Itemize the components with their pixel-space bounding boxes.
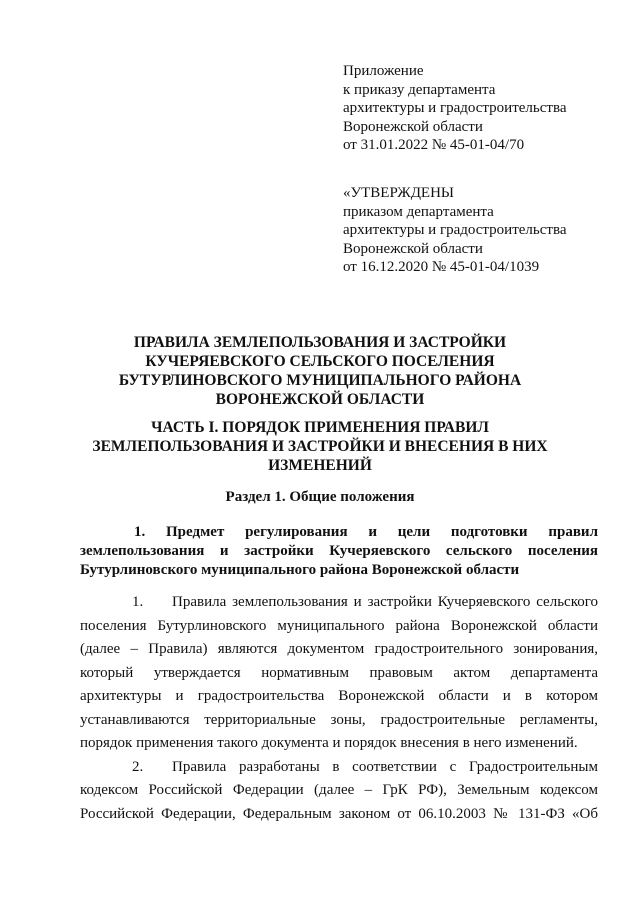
appendix-line: Приложение (343, 63, 424, 79)
approved-line: приказом департамента (343, 203, 494, 220)
paragraph-1-line: (далее – Правила) являются документом градостроительного зонирования, (80, 641, 598, 657)
part-title-line: ЧАСТЬ I. ПОРЯДОК ПРИМЕНЕНИЯ ПРАВИЛ (151, 419, 489, 436)
paragraph-number: 2. (132, 758, 144, 775)
approved-line: архитектуры и градостроительства (343, 222, 567, 238)
approved-block (343, 184, 566, 277)
paragraph-text: Правила землепользования и застройки Кучеряевского сельского (172, 594, 598, 610)
approved-line: от 16.12.2020 № 45-01-04/1039 (343, 259, 540, 275)
title-line: ПРАВИЛА ЗЕМЛЕПОЛЬЗОВАНИЯ И ЗАСТРОЙКИ (133, 334, 507, 351)
paragraph-text: Правила разработаны в соответствии с Градостроительным (172, 758, 598, 775)
article-heading-line: землепользования и застройки Кучеряевского сельского поселения (80, 543, 598, 559)
part-title-line: ЗЕМЛЕПОЛЬЗОВАНИЯ И ЗАСТРОЙКИ И ВНЕСЕНИЯ В НИХ (92, 438, 548, 455)
title-line: КУЧЕРЯЕВСКОГО СЕЛЬСКОГО ПОСЕЛЕНИЯ (145, 353, 495, 370)
document-body (80, 591, 598, 826)
article-heading-line: Бутурлиновского муниципального района Воронежской области (80, 562, 520, 578)
paragraph-1-line: который утверждается нормативным правовым актом департамента (80, 664, 598, 681)
article-heading (80, 523, 598, 580)
paragraph-1-line (80, 591, 598, 615)
paragraph-1-line: порядок применения такого документа и порядок внесения в него изменений. (80, 735, 578, 751)
approved-line: Воронежской области (343, 240, 483, 257)
paragraph-1-line: поселения Бутурлиновского муниципального района Воронежской области (80, 617, 598, 634)
appendix-line: от 31.01.2022 № 45-01-04/70 (343, 137, 525, 153)
paragraph-2-line (80, 756, 598, 780)
paragraph-2-line: кодексом Российской Федерации (далее – ГрК РФ), Земельным кодексом (80, 782, 598, 798)
paragraph-1-line: устанавливаются территориальные зоны, градостроительные регламенты, (80, 711, 598, 728)
appendix-line: Воронежской области (343, 118, 483, 135)
paragraph-2-line: Российской Федерации, Федеральным законом от 06.10.2003 № 131-ФЗ «Об (80, 805, 598, 822)
approved-line: «УТВЕРЖДЕНЫ (343, 185, 455, 201)
document-title (60, 333, 580, 409)
appendix-line: архитектуры и градостроительства (343, 100, 567, 116)
paragraph-number: 1. (132, 594, 144, 610)
appendix-line: к приказу департамента (343, 81, 496, 98)
part-title-line: ИЗМЕНЕНИЙ (268, 457, 372, 474)
title-line: БУТУРЛИНОВСКОГО МУНИЦИПАЛЬНОГО РАЙОНА (118, 372, 522, 389)
section-title: Раздел 1. Общие положения (225, 489, 415, 505)
title-line: ВОРОНЕЖСКОЙ ОБЛАСТИ (215, 391, 425, 408)
article-heading-line: 1. Предмет регулирования и цели подготовки правил (134, 524, 598, 540)
part-title (60, 418, 580, 475)
appendix-header (343, 62, 566, 155)
paragraph-1-line: архитектуры и градостроительства Воронежской области и в котором (80, 688, 598, 704)
